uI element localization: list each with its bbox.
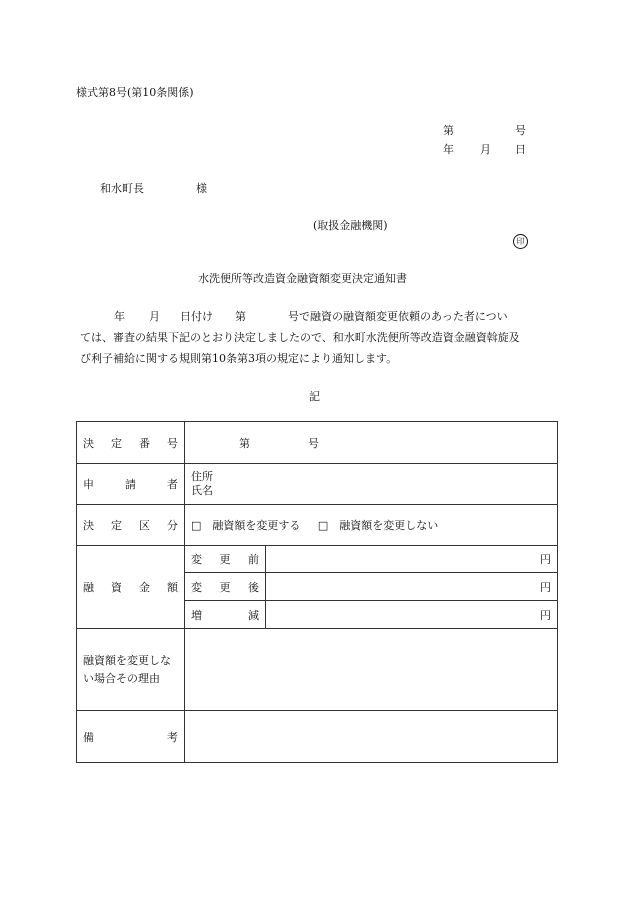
loan-before-value[interactable] [266, 546, 558, 573]
header-no-suffix: 号 [515, 124, 526, 137]
reason-label: 融資額を変更しな い場合その理由 [77, 629, 185, 711]
loan-after-label: 変 更 後 [185, 573, 266, 601]
body-year: 年 [114, 310, 125, 323]
decision-type-options [185, 505, 558, 546]
yen-unit: 円 [540, 608, 551, 622]
body-dai: 第 [235, 310, 246, 323]
yen-unit: 円 [540, 580, 551, 594]
reason-value[interactable] [185, 629, 558, 711]
addressee-honorific: 様 [196, 182, 207, 195]
applicant-name-label: 氏名 [191, 484, 213, 497]
row-loan-before [77, 546, 558, 573]
document-title: 水洗便所等改造資金融資額変更決定通知書 [198, 272, 407, 285]
loan-amount-label: 融 資 金 額 [77, 546, 185, 629]
body-go-text: 号で融資の融資額変更依頼のあった者につい [288, 310, 508, 323]
decision-type-label: 決 定 区 分 [77, 505, 185, 546]
seal-mark: 印 [513, 234, 528, 249]
applicant-value[interactable] [185, 464, 558, 505]
form-number: 様式第8号(第10条関係) [76, 86, 194, 99]
addressee-name: 和水町長 [100, 182, 144, 195]
body-line-3: び利子補給に関する規則第10条第3項の規定により通知します。 [80, 352, 398, 365]
applicant-label: 申 請 者 [77, 464, 185, 505]
remarks-label: 備 考 [77, 711, 185, 763]
applicant-address-label: 住所 [191, 470, 213, 483]
row-decision-type [77, 505, 558, 546]
option-no-change-checkbox[interactable]: □ 融資額を変更しない [317, 519, 439, 532]
row-applicant [77, 464, 558, 505]
row-remarks [77, 711, 558, 763]
header-day: 日 [515, 143, 526, 156]
ki-heading: 記 [309, 390, 320, 403]
body-month: 月 [149, 310, 160, 323]
loan-change-label: 増 減 [185, 601, 266, 629]
body-line-1 [80, 306, 556, 327]
decision-number-label: 決 定 番 号 [77, 422, 185, 464]
decision-number-value[interactable] [185, 422, 558, 464]
header-no-prefix: 第 [443, 124, 454, 137]
loan-before-label: 変 更 前 [185, 546, 266, 573]
decision-table [76, 421, 558, 763]
header-month: 月 [480, 143, 491, 156]
body-paragraph [80, 306, 556, 369]
remarks-value[interactable] [185, 711, 558, 763]
yen-unit: 円 [540, 553, 551, 566]
loan-after-value[interactable] [266, 573, 558, 601]
header-year: 年 [443, 143, 454, 156]
institution-label: (取扱金融機関) [313, 219, 388, 232]
body-line-2: ては、審査の結果下記のとおり決定しましたので、和水町水洗便所等改造資金融資斡旋及 [80, 331, 520, 344]
row-reason [77, 629, 558, 711]
body-date-suffix: 日付け [180, 310, 213, 323]
decision-number-go: 号 [308, 436, 319, 450]
option-change-checkbox[interactable]: □ 融資額を変更する [191, 519, 301, 532]
decision-number-dai: 第 [239, 436, 250, 450]
row-decision-number [77, 422, 558, 464]
loan-change-value[interactable] [266, 601, 558, 629]
